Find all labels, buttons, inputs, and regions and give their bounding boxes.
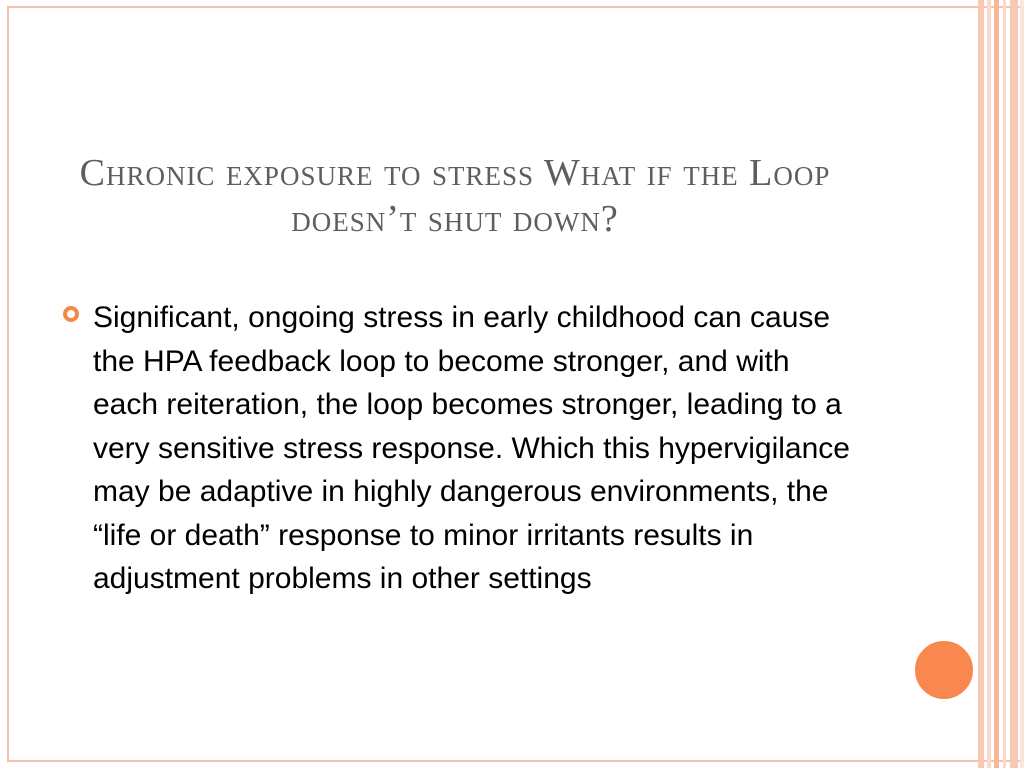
decorative-stripe: [978, 0, 984, 768]
decorative-stripe: [987, 0, 991, 768]
bullet-text: Significant, ongoing stress in early childhood can cause the HPA feedback loop to become stronger, and with each reiteration, the loop becomes stronger, leading to a very sensitive stress response. Which this hypervigilance may be adaptive in highly dangerous environments, the “life or death” response to minor irritants results in adjustment problems in other settings: [93, 301, 850, 595]
circle-bullet-icon: [63, 306, 79, 322]
decorative-stripe: [1003, 0, 1006, 768]
decorative-stripe: [1010, 0, 1018, 768]
decorative-circle-icon: [913, 639, 975, 701]
slide-body: [60, 296, 850, 601]
bullet-item: [60, 296, 850, 601]
slide-title: Chronic exposure to stress What if the Loop doesn’t shut down?: [79, 152, 831, 240]
decorative-stripe: [1020, 0, 1024, 768]
decorative-stripe: [994, 0, 999, 768]
